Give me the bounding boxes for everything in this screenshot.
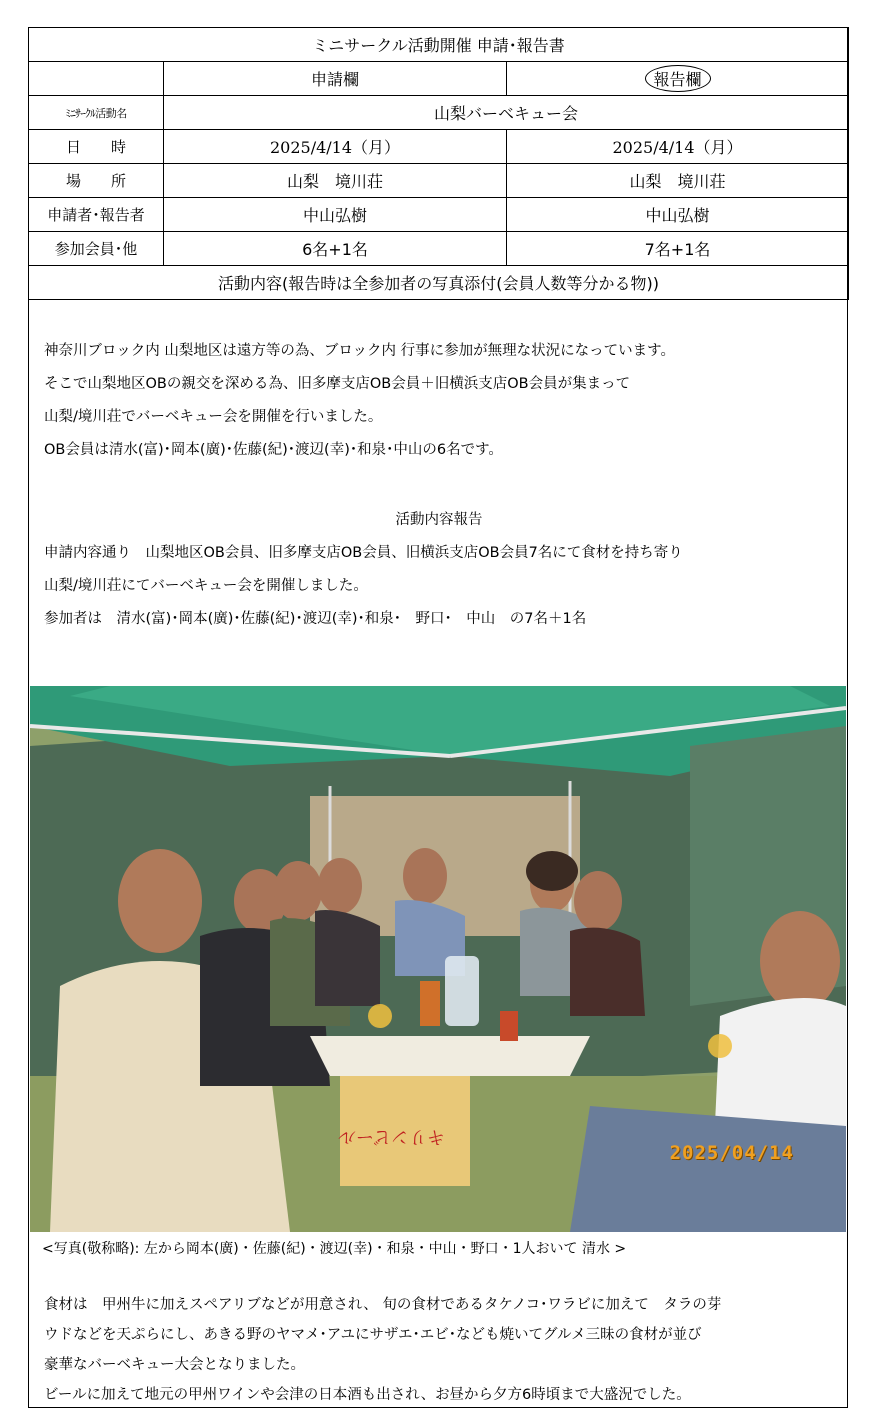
members-label: 参加会員･他 bbox=[29, 232, 164, 266]
activity-name-row bbox=[29, 96, 849, 130]
person-report: 中山弘樹 bbox=[507, 198, 849, 232]
activity-name-label: ﾐﾆｻｰｸﾙ活動名 bbox=[29, 96, 164, 130]
person-row bbox=[29, 198, 849, 232]
beer-crate-text: キリンビール bbox=[338, 1126, 445, 1147]
report-column-header-cell bbox=[507, 62, 849, 96]
date-label: 日 時 bbox=[29, 130, 164, 164]
date-report: 2025/4/14（月） bbox=[507, 130, 849, 164]
application-line: 山梨/境川荘でバーベキュー会を開催を行いました。 bbox=[44, 409, 383, 425]
header-empty-cell bbox=[29, 62, 164, 96]
report-line: 参加者は 清水(富)･岡本(廣)･佐藤(紀)･渡辺(幸)･和泉･ 野口･ 中山 の7名＋1名 bbox=[44, 611, 587, 627]
application-text bbox=[44, 335, 834, 467]
report-heading: 活動内容報告 bbox=[395, 512, 483, 528]
activity-name-value: 山梨バーベキュー会 bbox=[164, 96, 849, 130]
members-report: 7名+1名 bbox=[507, 232, 849, 266]
application-line: そこで山梨地区OBの親交を深める為、旧多摩支店OB会員＋旧横浜支店OB会員が集まって bbox=[44, 376, 631, 392]
members-row bbox=[29, 232, 849, 266]
person-label: 申請者･報告者 bbox=[29, 198, 164, 232]
report-column-header: 報告欄 bbox=[645, 65, 711, 92]
members-apply: 6名+1名 bbox=[164, 232, 507, 266]
place-label: 場 所 bbox=[29, 164, 164, 198]
closing-text bbox=[44, 1290, 834, 1410]
place-report: 山梨 境川荘 bbox=[507, 164, 849, 198]
report-line: 申請内容通り 山梨地区OB会員、旧多摩支店OB会員、旧横浜支店OB会員7名にて食材を持ち寄り bbox=[44, 545, 683, 561]
report-heading-wrap bbox=[44, 504, 834, 537]
apply-column-header: 申請欄 bbox=[164, 62, 507, 96]
application-line: OB会員は清水(富)･岡本(廣)･佐藤(紀)･渡辺(幸)･和泉･中山の6名です。 bbox=[44, 442, 503, 458]
form-title: ミニサークル活動開催 申請･報告書 bbox=[29, 28, 849, 62]
place-apply: 山梨 境川荘 bbox=[164, 164, 507, 198]
application-form-table bbox=[28, 27, 849, 300]
date-row bbox=[29, 130, 849, 164]
column-header-row bbox=[29, 62, 849, 96]
report-text bbox=[44, 537, 834, 636]
form-title-row bbox=[29, 28, 849, 62]
date-apply: 2025/4/14（月） bbox=[164, 130, 507, 164]
photo-caption: <写真(敬称略): 左から岡本(廣)・佐藤(紀)・渡辺(幸)・和泉・中山・野口・1人おいて 清水 > bbox=[42, 1241, 627, 1257]
content-header: 活動内容(報告時は全参加者の写真添付(会員人数等分かる物)) bbox=[29, 266, 849, 300]
closing-line: ウドなどを天ぷらにし、あきる野のヤマメ･アユにサザエ･エビ･なども焼いてグルメ三昧の食材が並び bbox=[44, 1327, 702, 1343]
group-photo bbox=[30, 686, 846, 1232]
closing-line: 豪華なバーベキュー大会となりました。 bbox=[44, 1357, 305, 1373]
application-line: 神奈川ブロック内 山梨地区は遠方等の為、ブロック内 行事に参加が無理な状況になっています。 bbox=[44, 343, 675, 359]
place-row bbox=[29, 164, 849, 198]
photo-date-stamp: 2025/04/14 bbox=[669, 1142, 794, 1164]
report-line: 山梨/境川荘にてバーベキュー会を開催しました。 bbox=[44, 578, 368, 594]
person-apply: 中山弘樹 bbox=[164, 198, 507, 232]
content-header-row bbox=[29, 266, 849, 300]
closing-line: 食材は 甲州牛に加えスペアリブなどが用意され、 旬の食材であるタケノコ･ワラビに加えて タラの芽 bbox=[44, 1297, 722, 1313]
closing-line: ビールに加えて地元の甲州ワインや会津の日本酒も出され、お昼から夕方6時頃まで大盛況でした。 bbox=[44, 1387, 691, 1403]
